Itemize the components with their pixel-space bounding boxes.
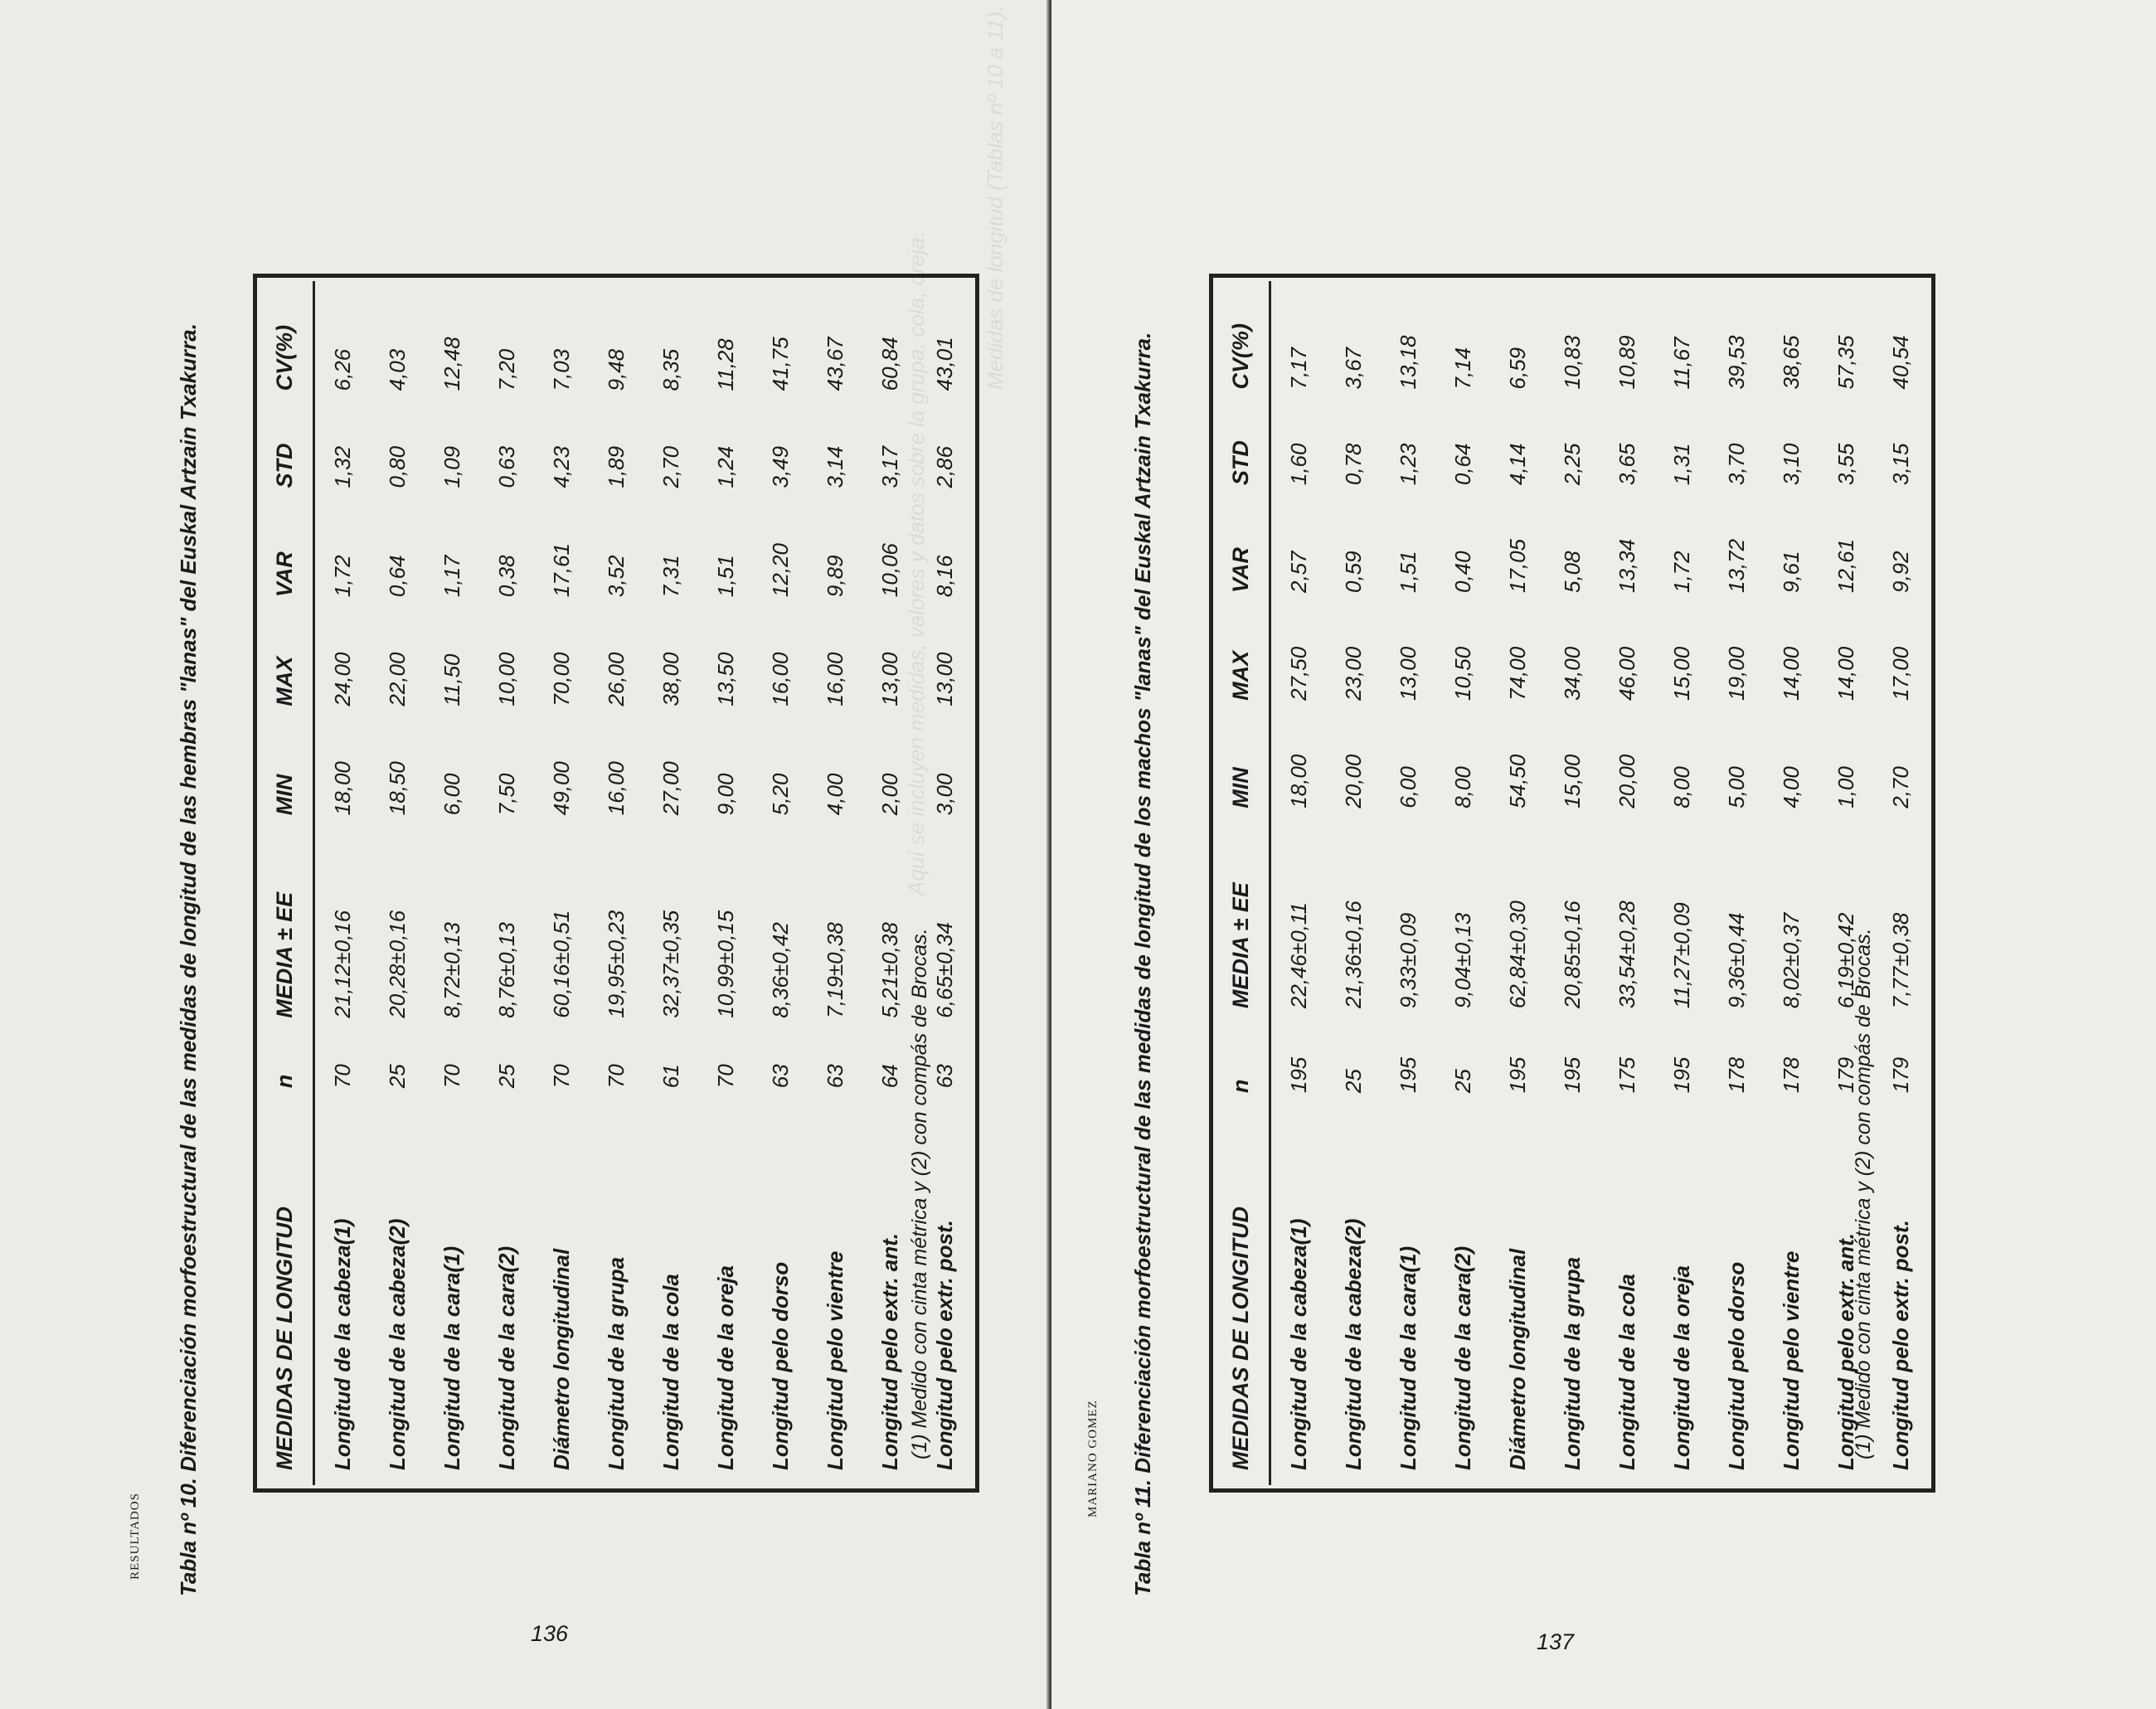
row-label: Longitud pelo extr. ant.: [1833, 1233, 1858, 1470]
table-cell: 8,16: [932, 555, 957, 598]
table-cell: 64: [877, 1064, 902, 1089]
table-cell: 4,23: [549, 445, 574, 488]
table-cell: 3,70: [1724, 443, 1749, 486]
table-11-caption: Tabla nº 11. Diferenciación morfoestructural de las medidas de longitud de los machos "lanas" del Euskal Artzain Txakurra.: [1130, 332, 1155, 1596]
table-cell: 8,76±0,13: [494, 922, 519, 1018]
table-row: [753, 281, 808, 1485]
table-cell: 179: [1888, 1056, 1913, 1094]
table-cell: 43,67: [823, 337, 847, 391]
row-label: Longitud de la cola: [1615, 1274, 1639, 1470]
table-row: [1600, 281, 1654, 1485]
table-cell: 70: [713, 1064, 738, 1089]
table-cell: 0,63: [494, 445, 519, 488]
table-cell: 33,54±0,28: [1615, 901, 1639, 1009]
table-cell: 1,60: [1286, 443, 1311, 486]
table-row: [1490, 281, 1545, 1485]
table-cell: 70: [604, 1064, 629, 1089]
table-cell: 0,64: [385, 555, 410, 598]
table-cell: 27,50: [1286, 646, 1311, 701]
table-cell: 7,14: [1450, 347, 1475, 390]
table-cell: 43,01: [932, 337, 957, 391]
table-cell: 70: [439, 1064, 464, 1089]
table-cell: 2,86: [932, 445, 957, 488]
left-page: [0, 0, 1049, 1709]
table-cell: 3,15: [1888, 443, 1913, 486]
table-cell: 15,00: [1669, 646, 1694, 701]
table-cell: 9,92: [1888, 551, 1913, 593]
table-cell: 12,61: [1833, 538, 1858, 593]
table-11-note: (1) Medido con cinta métrica y (2) con compás de Brocas.: [1852, 928, 1875, 1459]
row-label: Longitud de la cara(1): [1396, 1245, 1420, 1470]
table-cell: 19,00: [1724, 646, 1749, 701]
table-cell: 8,35: [658, 348, 683, 391]
table-cell: 25: [1450, 1069, 1475, 1094]
bleed-through-title: Medidas de longitud (Tablas nº 10 a 11).: [983, 5, 1008, 390]
table-cell: 10,06: [877, 543, 902, 598]
table-cell: 3,17: [877, 445, 902, 488]
t11-col-header: STD: [1216, 404, 1270, 500]
table-cell: 19,95±0,23: [604, 910, 629, 1018]
table-cell: 2,70: [658, 445, 683, 488]
table-cell: 8,02±0,37: [1779, 912, 1804, 1009]
table-cell: 13,00: [877, 652, 902, 706]
table-cell: 8,00: [1669, 766, 1694, 808]
t10-col-header: n: [260, 1033, 314, 1104]
table-cell: 7,77±0,38: [1888, 912, 1913, 1009]
table-cell: 1,00: [1833, 766, 1858, 808]
table-cell: 46,00: [1615, 646, 1639, 701]
table-cell: 70,00: [549, 652, 574, 706]
row-label: Longitud de la cara(2): [1450, 1245, 1475, 1470]
table-cell: 7,03: [549, 348, 574, 391]
table-cell: 38,65: [1779, 335, 1804, 390]
table-row: [534, 281, 589, 1485]
page-number-right: 137: [1537, 1629, 1575, 1654]
table-row: [698, 281, 753, 1485]
table-cell: 14,00: [1833, 646, 1858, 701]
table-cell: 32,37±0,35: [658, 910, 683, 1018]
table-cell: 10,50: [1450, 646, 1475, 701]
table-cell: 23,00: [1341, 646, 1366, 701]
table-cell: 70: [549, 1064, 574, 1089]
table-cell: 8,00: [1450, 766, 1475, 808]
table-cell: 22,00: [385, 652, 410, 706]
table-cell: 1,51: [1396, 551, 1420, 593]
table-cell: 7,31: [658, 555, 683, 598]
table-cell: 6,59: [1505, 347, 1530, 390]
table-row: [808, 281, 862, 1485]
table-cell: 74,00: [1505, 646, 1530, 701]
table-cell: 39,53: [1724, 335, 1749, 390]
table-cell: 70: [330, 1064, 355, 1089]
table-cell: 1,24: [713, 445, 738, 488]
row-label: Longitud de la cara(2): [494, 1245, 519, 1470]
table-cell: 0,64: [1450, 443, 1475, 486]
row-label: Longitud de la oreja: [713, 1265, 738, 1470]
row-label: Longitud pelo vientre: [1779, 1250, 1804, 1470]
table-cell: 7,20: [494, 348, 519, 391]
table-cell: 195: [1669, 1056, 1694, 1094]
table-cell: 6,00: [439, 773, 464, 816]
table-cell: 4,03: [385, 348, 410, 391]
table-cell: 63: [823, 1064, 847, 1089]
table-cell: 2,70: [1888, 766, 1913, 808]
table-cell: 2,00: [877, 773, 902, 816]
right-page: [1051, 0, 2156, 1709]
table-cell: 3,55: [1833, 443, 1858, 486]
table-cell: 9,00: [713, 773, 738, 816]
table-cell: 9,33±0,09: [1396, 912, 1420, 1009]
table-cell: 22,46±0,11: [1286, 902, 1311, 1009]
table-row: [370, 281, 425, 1485]
table-cell: 16,00: [823, 652, 847, 706]
table-cell: 60,84: [877, 337, 902, 391]
table-row: [1873, 281, 1928, 1485]
table-cell: 3,67: [1341, 347, 1366, 390]
table-cell: 5,08: [1560, 551, 1585, 593]
table-cell: 4,14: [1505, 443, 1530, 486]
table-cell: 16,00: [604, 761, 629, 816]
table-cell: 49,00: [549, 761, 574, 816]
table-cell: 178: [1779, 1056, 1804, 1094]
table-11: [1209, 274, 1935, 1493]
table-cell: 1,72: [1669, 551, 1694, 593]
table-10-grid: [260, 281, 972, 1485]
t11-col-header: MIN: [1216, 716, 1270, 823]
table-cell: 13,72: [1724, 538, 1749, 593]
t11-col-header: MAX: [1216, 608, 1270, 716]
table-cell: 3,00: [932, 773, 957, 816]
table-cell: 63: [932, 1064, 957, 1089]
t10-col-header: MAX: [260, 612, 314, 721]
table-row: [1654, 281, 1709, 1485]
table-cell: 6,19±0,42: [1833, 912, 1858, 1009]
t10-col-header: STD: [260, 405, 314, 503]
table-cell: 38,00: [658, 652, 683, 706]
t11-col-header: n: [1216, 1023, 1270, 1108]
table-cell: 0,59: [1341, 551, 1366, 593]
table-cell: 25: [385, 1064, 410, 1089]
table-cell: 10,00: [494, 652, 519, 706]
table-10-frame: [253, 274, 979, 1493]
table-cell: 0,38: [494, 555, 519, 598]
table-cell: 7,17: [1286, 347, 1311, 390]
running-header-left: RESULTADOS: [129, 1493, 142, 1580]
table-cell: 7,50: [494, 773, 519, 816]
table-10-header-row: [260, 281, 314, 1485]
table-cell: 21,12±0,16: [330, 910, 355, 1018]
table-row: [1381, 281, 1435, 1485]
table-cell: 57,35: [1833, 335, 1858, 390]
table-cell: 195: [1560, 1056, 1585, 1094]
table-cell: 18,50: [385, 761, 410, 816]
table-cell: 5,20: [768, 773, 793, 816]
table-cell: 20,85±0,16: [1560, 901, 1585, 1009]
table-cell: 1,17: [439, 555, 464, 598]
table-cell: 1,32: [330, 445, 355, 488]
table-cell: 6,26: [330, 348, 355, 391]
table-cell: 2,57: [1286, 551, 1311, 593]
table-cell: 18,00: [1286, 754, 1311, 808]
table-cell: 25: [494, 1064, 519, 1089]
table-cell: 5,21±0,38: [877, 922, 902, 1018]
table-10-body: [314, 281, 973, 1485]
t10-col-header: MEDIA ± EE: [260, 830, 314, 1033]
table-cell: 1,09: [439, 445, 464, 488]
row-label: Longitud de la grupa: [604, 1256, 629, 1470]
table-row: [643, 281, 698, 1485]
table-row: [425, 281, 479, 1485]
row-label: Longitud pelo dorso: [1724, 1261, 1749, 1470]
table-cell: 20,00: [1341, 754, 1366, 808]
table-row: [1764, 281, 1819, 1485]
table-cell: 3,14: [823, 445, 847, 488]
table-cell: 4,00: [823, 773, 847, 816]
table-cell: 9,04±0,13: [1450, 912, 1475, 1009]
table-cell: 9,89: [823, 555, 847, 598]
row-label: Longitud de la grupa: [1560, 1256, 1585, 1470]
table-cell: 11,67: [1669, 337, 1694, 390]
table-cell: 3,52: [604, 555, 629, 598]
table-cell: 178: [1724, 1056, 1749, 1094]
table-cell: 6,00: [1396, 766, 1420, 808]
row-label: Longitud de la oreja: [1669, 1265, 1694, 1470]
t10-col-header: MEDIDAS DE LONGITUD: [260, 1103, 314, 1485]
table-row: [1709, 281, 1764, 1485]
table-cell: 1,51: [713, 555, 738, 598]
table-row: [479, 281, 534, 1485]
table-row: [1270, 281, 1327, 1485]
table-cell: 62,84±0,30: [1505, 901, 1530, 1009]
table-cell: 13,00: [932, 652, 957, 706]
table-cell: 10,83: [1560, 335, 1585, 390]
table-cell: 9,48: [604, 348, 629, 391]
running-header-right: MARIANO GOMEZ: [1086, 1400, 1100, 1517]
table-cell: 6,65±0,34: [932, 922, 957, 1018]
table-cell: 25: [1341, 1069, 1366, 1094]
table-row: [1435, 281, 1490, 1485]
table-11-frame: [1209, 274, 1935, 1493]
table-cell: 0,80: [385, 445, 410, 488]
row-label: Longitud de la cabeza(2): [1341, 1218, 1366, 1470]
table-cell: 27,00: [658, 761, 683, 816]
table-cell: 0,78: [1341, 443, 1366, 486]
table-10: [253, 274, 979, 1493]
table-cell: 13,34: [1615, 538, 1639, 593]
table-cell: 195: [1286, 1056, 1311, 1094]
table-cell: 1,89: [604, 445, 629, 488]
table-cell: 10,99±0,15: [713, 910, 738, 1018]
table-11-grid: [1216, 281, 1928, 1485]
table-cell: 13,18: [1396, 335, 1420, 390]
table-cell: 8,36±0,42: [768, 922, 793, 1018]
table-11-header-row: [1216, 281, 1270, 1485]
table-cell: 3,65: [1615, 443, 1639, 486]
table-cell: 14,00: [1779, 646, 1804, 701]
table-10-note: (1) Medido con cinta métrica y (2) con compás de Brocas.: [908, 928, 931, 1459]
table-cell: 41,75: [768, 337, 793, 391]
row-label: Longitud de la cabeza(1): [1286, 1218, 1311, 1470]
row-label: Longitud pelo extr. post.: [932, 1220, 957, 1470]
table-cell: 54,50: [1505, 754, 1530, 808]
table-cell: 61: [658, 1064, 683, 1089]
table-cell: 18,00: [330, 761, 355, 816]
table-cell: 12,48: [439, 337, 464, 391]
table-cell: 15,00: [1560, 754, 1585, 808]
table-cell: 17,00: [1888, 646, 1913, 701]
table-row: [1545, 281, 1600, 1485]
table-cell: 1,72: [330, 555, 355, 598]
row-label: Longitud de la cabeza(1): [330, 1218, 355, 1470]
table-cell: 0,40: [1450, 551, 1475, 593]
row-label: Longitud de la cara(1): [439, 1245, 464, 1470]
table-cell: 16,00: [768, 652, 793, 706]
t11-col-header: MEDIA ± EE: [1216, 823, 1270, 1023]
table-cell: 9,61: [1779, 551, 1804, 593]
table-row: [1326, 281, 1381, 1485]
table-cell: 17,05: [1505, 538, 1530, 593]
table-cell: 3,49: [768, 445, 793, 488]
row-label: Diámetro longitudinal: [1505, 1248, 1530, 1470]
table-cell: 1,23: [1396, 443, 1420, 486]
table-row: [314, 281, 371, 1485]
row-label: Longitud pelo dorso: [768, 1261, 793, 1470]
table-cell: 3,10: [1779, 443, 1804, 486]
table-cell: 60,16±0,51: [549, 910, 574, 1018]
t11-col-header: MEDIDAS DE LONGITUD: [1216, 1108, 1270, 1485]
table-cell: 10,89: [1615, 335, 1639, 390]
table-cell: 11,50: [439, 653, 464, 706]
table-cell: 4,00: [1779, 766, 1804, 808]
row-label: Longitud de la cabeza(2): [385, 1218, 410, 1470]
table-cell: 20,00: [1615, 754, 1639, 808]
table-cell: 13,00: [1396, 646, 1420, 701]
t10-col-header: MIN: [260, 721, 314, 831]
table-cell: 11,27±0,09: [1669, 902, 1694, 1009]
table-cell: 34,00: [1560, 646, 1585, 701]
row-label: Longitud pelo extr. post.: [1888, 1220, 1913, 1470]
table-cell: 175: [1615, 1056, 1639, 1094]
table-cell: 13,50: [713, 652, 738, 706]
table-cell: 1,31: [1669, 443, 1694, 486]
table-cell: 5,00: [1724, 766, 1749, 808]
t10-col-header: CV(%): [260, 281, 314, 405]
table-cell: 195: [1396, 1056, 1420, 1094]
row-label: Longitud de la cola: [658, 1274, 683, 1470]
table-cell: 26,00: [604, 652, 629, 706]
table-10-caption: Tabla nº 10. Diferenciación morfoestructural de las medidas de longitud de las hembras "lanas" del Euskal Artzain Txakurra.: [176, 323, 201, 1596]
bleed-through-line: Aquí se incluyen medidas, valores y datos sobre la grupa, cola, oreja.: [904, 231, 929, 896]
t11-col-header: CV(%): [1216, 281, 1270, 404]
table-cell: 17,61: [549, 543, 574, 598]
table-11-body: [1270, 281, 1929, 1485]
table-cell: 195: [1505, 1056, 1530, 1094]
page-number-left: 136: [531, 1621, 569, 1646]
table-cell: 40,54: [1888, 335, 1913, 390]
table-cell: 7,19±0,38: [823, 922, 847, 1018]
table-cell: 179: [1833, 1056, 1858, 1094]
row-label: Longitud pelo vientre: [823, 1250, 847, 1470]
row-label: Longitud pelo extr. ant.: [877, 1233, 902, 1470]
table-cell: 20,28±0,16: [385, 910, 410, 1018]
t11-col-header: VAR: [1216, 500, 1270, 608]
table-cell: 12,20: [768, 543, 793, 598]
table-cell: 11,28: [713, 338, 738, 391]
table-cell: 24,00: [330, 652, 355, 706]
t10-col-header: VAR: [260, 503, 314, 613]
table-cell: 9,36±0,44: [1724, 912, 1749, 1009]
row-label: Diámetro longitudinal: [549, 1248, 574, 1470]
table-cell: 8,72±0,13: [439, 922, 464, 1018]
table-row: [589, 281, 643, 1485]
table-cell: 2,25: [1560, 443, 1585, 486]
table-cell: 63: [768, 1064, 793, 1089]
table-cell: 21,36±0,16: [1341, 901, 1366, 1009]
